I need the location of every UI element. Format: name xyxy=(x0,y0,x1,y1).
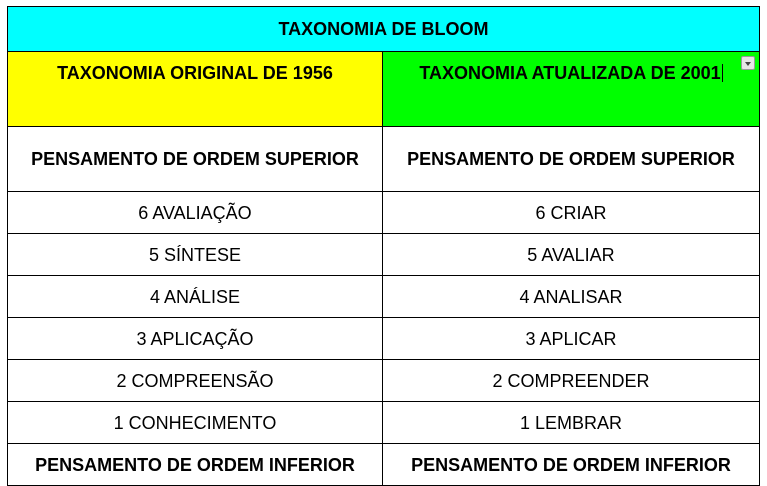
table-row xyxy=(8,402,760,444)
bloom-taxonomy-table xyxy=(7,6,760,486)
original-level-text: 5 SÍNTESE xyxy=(148,244,242,265)
updated-level-text: 1 LEMBRAR xyxy=(519,412,623,433)
original-level-cell[interactable] xyxy=(8,318,383,360)
table-title: TAXONOMIA DE BLOOM xyxy=(278,19,489,39)
updated-level-text: 6 CRIAR xyxy=(535,202,607,223)
original-level-cell[interactable] xyxy=(8,234,383,276)
table-row xyxy=(8,318,760,360)
higher-order-right-cell[interactable] xyxy=(383,127,760,192)
updated-level-text: 2 COMPREENDER xyxy=(492,370,650,391)
lower-order-row xyxy=(8,444,760,486)
original-level-text: 1 CONHECIMENTO xyxy=(113,412,277,433)
chevron-down-icon[interactable] xyxy=(741,56,755,70)
lower-order-right: PENSAMENTO DE ORDEM INFERIOR xyxy=(411,454,731,475)
table-row xyxy=(8,192,760,234)
updated-header-cell[interactable] xyxy=(383,52,760,127)
text-cursor xyxy=(722,64,723,82)
updated-level-cell[interactable] xyxy=(383,360,760,402)
updated-level-text: 3 APLICAR xyxy=(525,328,617,349)
higher-order-right: PENSAMENTO DE ORDEM SUPERIOR xyxy=(407,149,735,169)
updated-header-label: TAXONOMIA ATUALIZADA DE 2001 xyxy=(419,63,721,83)
updated-level-text: 4 ANALISAR xyxy=(519,286,623,307)
higher-order-left-cell[interactable] xyxy=(8,127,383,192)
original-level-cell[interactable] xyxy=(8,360,383,402)
higher-order-row xyxy=(8,127,760,192)
original-level-cell[interactable] xyxy=(8,402,383,444)
lower-order-left: PENSAMENTO DE ORDEM INFERIOR xyxy=(35,454,355,475)
original-header-cell[interactable] xyxy=(8,52,383,127)
updated-level-cell[interactable] xyxy=(383,402,760,444)
updated-level-text: 5 AVALIAR xyxy=(527,244,615,265)
original-level-cell[interactable] xyxy=(8,276,383,318)
updated-level-cell[interactable] xyxy=(383,192,760,234)
lower-order-left-cell[interactable] xyxy=(8,444,383,486)
table-title-row xyxy=(8,7,760,52)
updated-level-cell[interactable] xyxy=(383,234,760,276)
original-level-cell[interactable] xyxy=(8,192,383,234)
original-level-text: 6 AVALIAÇÃO xyxy=(138,202,252,223)
updated-level-cell[interactable] xyxy=(383,318,760,360)
updated-level-cell[interactable] xyxy=(383,276,760,318)
table-row xyxy=(8,360,760,402)
original-level-text: 4 ANÁLISE xyxy=(149,286,241,307)
table-title-cell[interactable] xyxy=(8,7,760,52)
table-row xyxy=(8,276,760,318)
original-level-text: 2 COMPREENSÃO xyxy=(116,370,274,391)
original-header-label: TAXONOMIA ORIGINAL DE 1956 xyxy=(57,63,333,83)
original-level-text: 3 APLICAÇÃO xyxy=(136,328,254,349)
header-row xyxy=(8,52,760,127)
table-row xyxy=(8,234,760,276)
lower-order-right-cell[interactable] xyxy=(383,444,760,486)
higher-order-left: PENSAMENTO DE ORDEM SUPERIOR xyxy=(31,149,359,169)
